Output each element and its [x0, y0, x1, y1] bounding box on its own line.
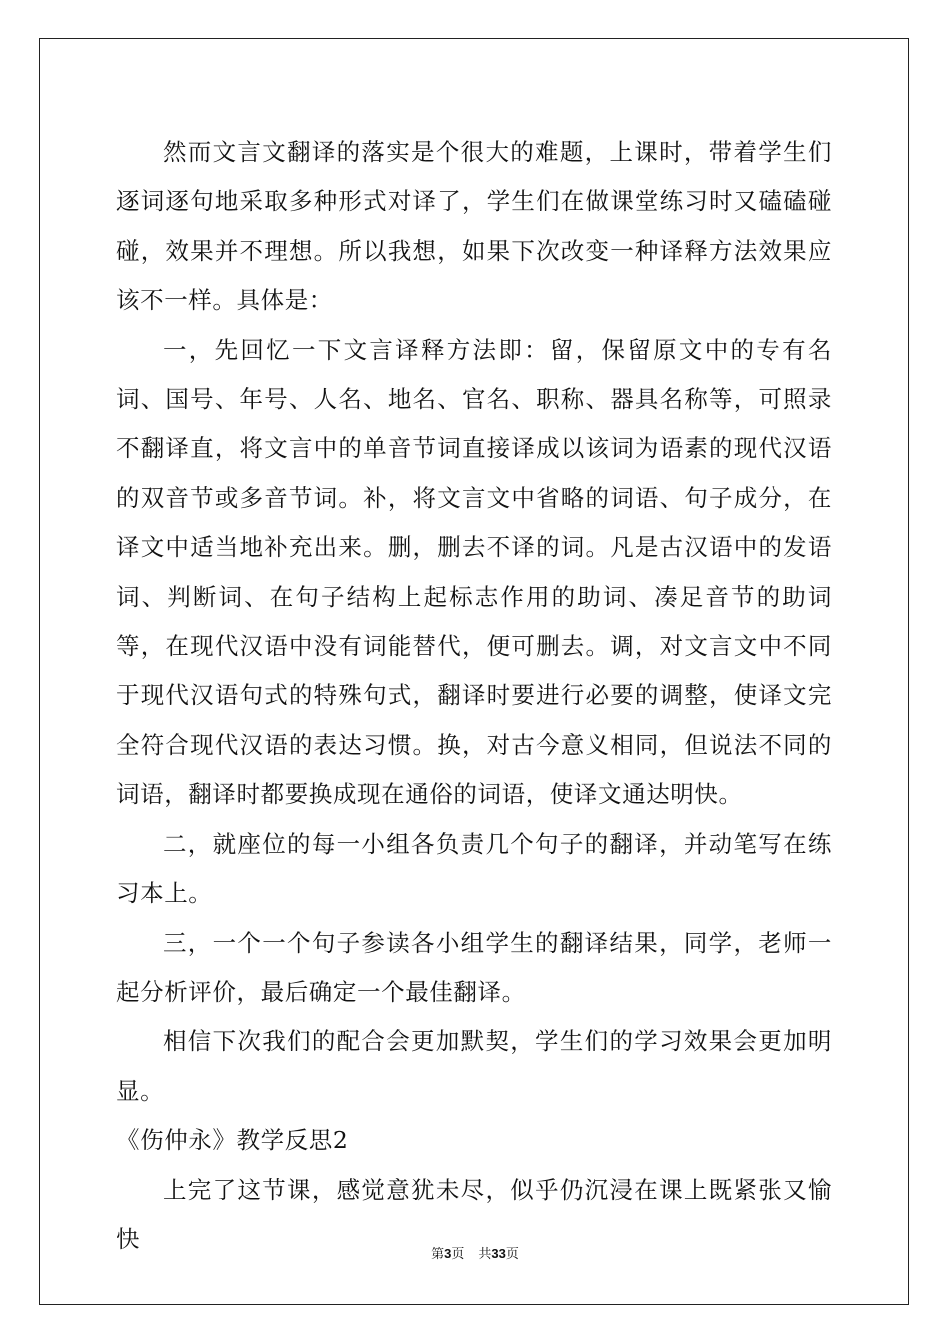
- paragraph-conclusion: 相信下次我们的配合会更加默契，学生们的学习效果会更加明显。: [116, 1027, 832, 1105]
- current-page-number: 3: [444, 1246, 452, 1261]
- paragraph-step-three: 三，一个一个句子参读各小组学生的翻译结果，同学，老师一起分析评价，最后确定一个最佳翻译。: [116, 928, 832, 1006]
- page-footer: [0, 1245, 950, 1264]
- total-label-prefix: 共: [478, 1247, 492, 1262]
- page-label-suffix: 页: [451, 1247, 465, 1262]
- section-heading: 《伤仲永》教学反思2: [116, 1126, 349, 1155]
- paragraph-translation-problem: 然而文言文翻译的落实是个很大的难题，上课时，带着学生们逐词逐句地采取多种形式对译了，学生们在做课堂练习时又磕磕碰碰，效果并不理想。所以我想，如果下次改变一种译释方法效果应该不一样。具体是：: [116, 138, 832, 315]
- total-page-count: 33: [491, 1246, 506, 1261]
- paragraph-step-two: 二，就座位的每一小组各负责几个句子的翻译，并动笔写在练习本上。: [116, 829, 832, 908]
- paragraph-reflection-start: 上完了这节课，感觉意犹未尽，似乎仍沉浸在课上既紧张又愉快: [116, 1175, 832, 1253]
- total-label-suffix: 页: [505, 1247, 519, 1262]
- document-body: [116, 128, 832, 1264]
- paragraph-step-one: 一，先回忆一下文言译释方法即：留，保留原文中的专有名词、国号、年号、人名、地名、官名、职称、器具名称等，可照录不翻译直，将文言中的单音节词直接译成以该词为语素的现代汉语的双音节或多音节词。补，将文言文中省略的词语、句子成分，在译文中适当地补充出来。删，删去不译的词。凡是古汉语中的发语词、判断词、在句子结构上起标志作用的助词、凑足音节的助词等，在现代汉语中没有词能替代，便可删去。调，对文言文中不同于现代汉语句式的特殊句式，翻译时要进行必要的调整，使译文完全符合现代汉语的表达习惯。换，对古今意义相同，但说法不同的词语，翻译时都要换成现在通俗的词语，使译文通达明快。: [116, 335, 832, 809]
- page-label-prefix: 第: [431, 1247, 445, 1262]
